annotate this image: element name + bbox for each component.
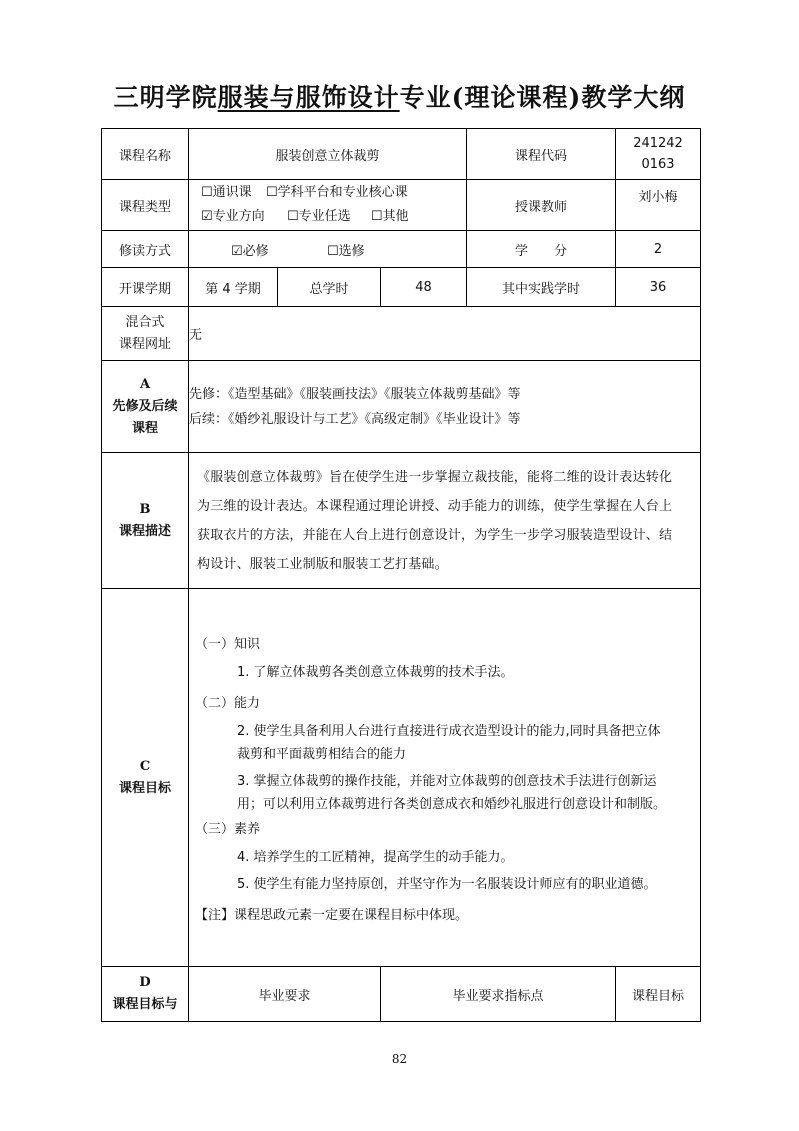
type-option-elective[interactable]: ☐专业任选 bbox=[286, 209, 351, 224]
course-type-label: 课程类型 bbox=[102, 180, 189, 231]
course-code-label: 课程代码 bbox=[467, 129, 616, 180]
course-description: 《服装创意立体裁剪》旨在使学生进一步掌握立裁技能，能将二维的设计表达转化 为三维的设计表达。本课程通过理论讲授、动手能力的训练，使学生掌握在人台上 获取衣片的方法，并能在人台上进行创意设计，为学生一步学习服装造型设计、结 构设计、服装工业制版和服装工艺打基础。 bbox=[189, 453, 701, 589]
goal-item-4: 4. 培养学生的工匠精神，提高学生的动手能力。 bbox=[237, 850, 514, 865]
course-url-value: 无 bbox=[189, 307, 701, 361]
follow-up-courses: 后续：《婚纱礼服设计与工艺》《高级定制》《毕业设计》等 bbox=[189, 411, 521, 427]
section-a-content bbox=[189, 361, 701, 453]
syllabus-table bbox=[101, 128, 701, 1022]
course-code-line2: 0163 bbox=[641, 157, 675, 172]
study-mode-options bbox=[189, 231, 467, 268]
term-value: 第 4 学期 bbox=[189, 268, 278, 307]
row-course-name bbox=[102, 129, 701, 180]
row-section-c bbox=[102, 589, 701, 967]
title-school: 三明学院 bbox=[113, 83, 218, 112]
page-title bbox=[0, 78, 799, 114]
section-c-letter: C bbox=[139, 758, 151, 774]
course-name-label: 课程名称 bbox=[102, 129, 189, 180]
teacher-label: 授课教师 bbox=[467, 180, 616, 231]
goal-item-5: 5. 使学生有能力坚持原创，并坚守作为一名服装设计师应有的职业道德。 bbox=[237, 877, 657, 892]
row-section-d bbox=[102, 967, 701, 1022]
goal-item-3: 3. 掌握立体裁剪的操作技能，并能对立体裁剪的创意技术手法进行创新运 用；可以利用立体裁剪进行各类创意成衣和婚纱礼服进行创意设计和制版。 bbox=[237, 774, 667, 812]
course-code-line1: 241242 bbox=[633, 136, 683, 151]
total-hours-value: 48 bbox=[381, 268, 467, 307]
type-option-other[interactable]: ☐其他 bbox=[370, 209, 409, 224]
goal-note: 【注】课程思政元素一定要在课程目标中体现。 bbox=[195, 908, 469, 923]
page-number: 82 bbox=[391, 1052, 408, 1066]
course-url-label: 混合式 课程网址 bbox=[102, 307, 189, 361]
section-d-letter: D bbox=[139, 975, 151, 990]
section-c-label: C 课程目标 bbox=[102, 589, 189, 967]
credit-label: 学 分 bbox=[467, 231, 616, 268]
row-study-mode bbox=[102, 231, 701, 268]
section-b-letter: B bbox=[139, 501, 151, 517]
section-a-label: A 先修及后续 课程 bbox=[102, 361, 189, 453]
title-major: 服装与服饰设计 bbox=[217, 83, 400, 112]
mode-option-required[interactable]: ☑必修 bbox=[231, 243, 269, 259]
row-term bbox=[102, 268, 701, 307]
goal-heading-ability: （二）能力 bbox=[195, 696, 261, 711]
goal-item-2: 2. 使学生具备利用人台进行直接进行成衣造型设计的能力,同时具备把立体 裁剪和平面裁剪相结合的能力 bbox=[237, 724, 661, 762]
course-code-value bbox=[616, 129, 701, 180]
requirement-indicator-header: 毕业要求指标点 bbox=[381, 967, 616, 1022]
course-goal-header: 课程目标 bbox=[616, 967, 701, 1022]
goal-heading-knowledge: （一）知识 bbox=[195, 637, 261, 652]
type-option-core[interactable]: ☐学科平台和专业核心课 bbox=[265, 185, 408, 200]
prerequisite-courses: 先修：《造型基础》《服装画技法》《服装立体裁剪基础》等 bbox=[189, 386, 521, 402]
mode-option-elective[interactable]: ☐选修 bbox=[326, 243, 365, 259]
graduation-requirement-header: 毕业要求 bbox=[189, 967, 381, 1022]
row-section-b bbox=[102, 453, 701, 589]
practice-hours-label: 其中实践学时 bbox=[467, 268, 616, 307]
study-mode-label: 修读方式 bbox=[102, 231, 189, 268]
goal-item-1: 1. 了解立体裁剪各类创意立体裁剪的技术手法。 bbox=[237, 665, 514, 680]
row-course-type bbox=[102, 180, 701, 231]
credit-value: 2 bbox=[616, 231, 701, 268]
section-a-letter: A bbox=[139, 376, 151, 392]
course-name-value: 服装创意立体裁剪 bbox=[189, 129, 467, 180]
goal-heading-quality: （三）素养 bbox=[195, 822, 261, 837]
row-section-a bbox=[102, 361, 701, 453]
type-option-direction[interactable]: ☑专业方向 bbox=[201, 209, 265, 224]
section-d-label: D 课程目标与 bbox=[102, 967, 189, 1022]
practice-hours-value: 36 bbox=[616, 268, 701, 307]
term-label: 开课学期 bbox=[102, 268, 189, 307]
course-type-options bbox=[189, 180, 467, 231]
total-hours-label: 总学时 bbox=[278, 268, 381, 307]
row-course-url bbox=[102, 307, 701, 361]
type-option-general[interactable]: ☐通识课 bbox=[201, 185, 252, 200]
teacher-value: 刘小梅 bbox=[616, 180, 701, 231]
section-b-label: B 课程描述 bbox=[102, 453, 189, 589]
course-goals bbox=[189, 589, 701, 967]
title-suffix: 专业(理论课程)教学大纲 bbox=[399, 83, 686, 112]
